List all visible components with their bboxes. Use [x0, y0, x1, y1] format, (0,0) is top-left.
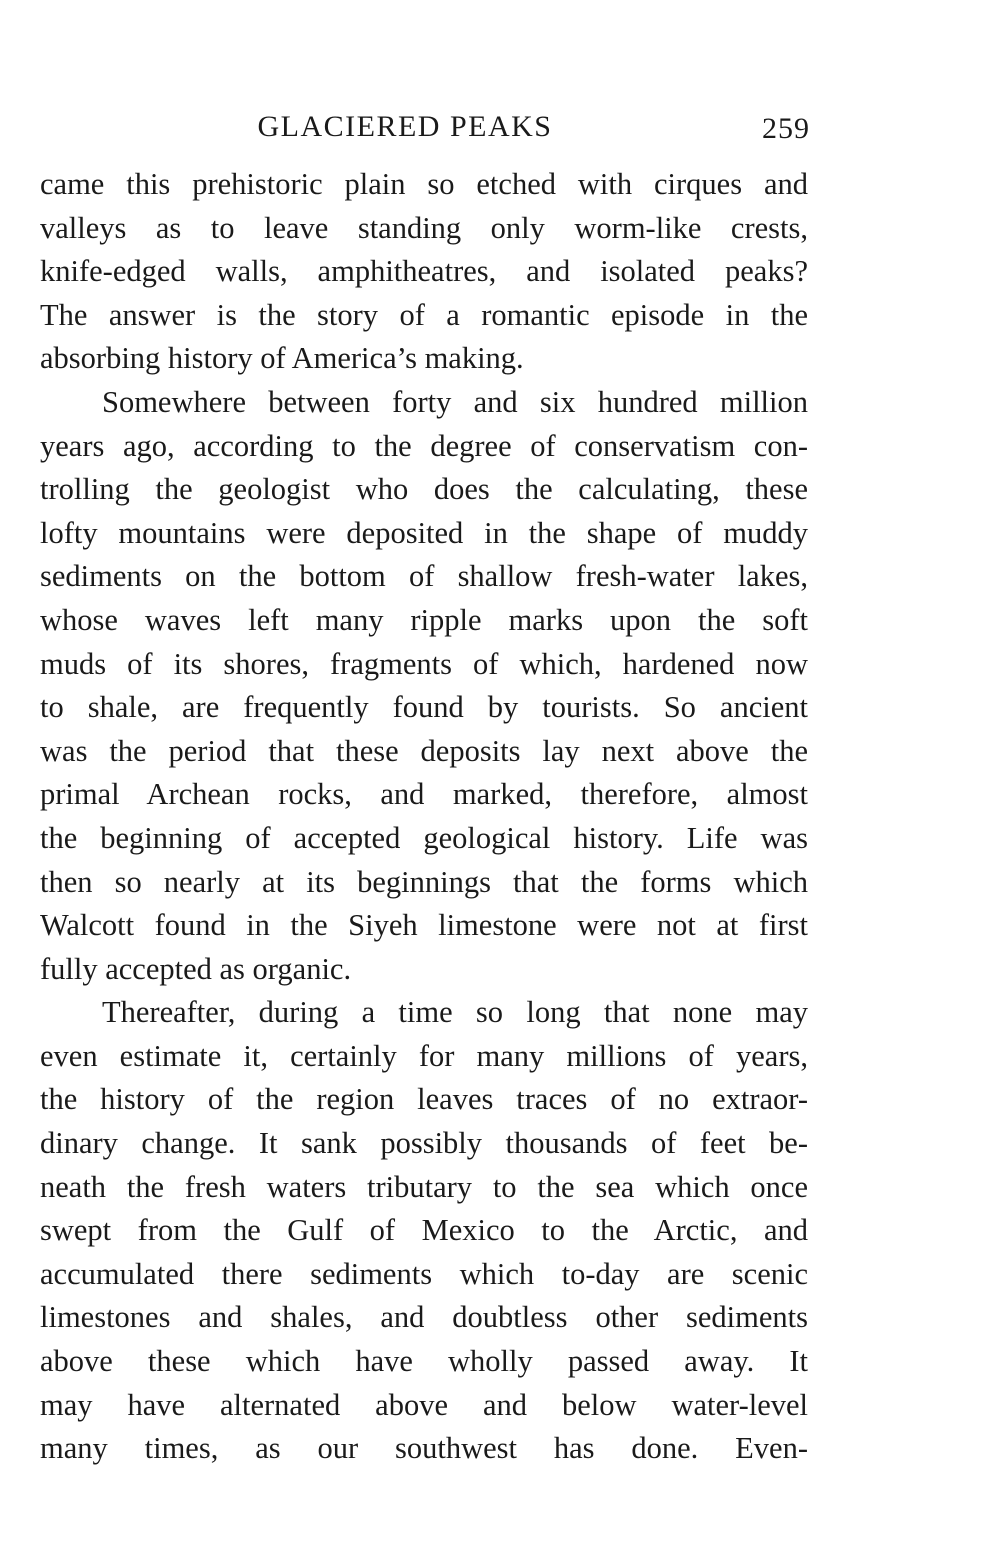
text-line: limestones and shales, and doubtless other sediments: [40, 1300, 808, 1335]
text-line: dinary change. It sank possibly thousands of feet be-: [40, 1126, 808, 1161]
text-line: to shale, are frequently found by tourists. So ancient: [40, 690, 808, 725]
text-line: then so nearly at its beginnings that the forms which: [40, 864, 808, 899]
body-text: [40, 163, 808, 1471]
text-line: swept from the Gulf of Mexico to the Arctic, and: [40, 1213, 808, 1248]
text-line: valleys as to leave standing only worm-like crests,: [40, 210, 808, 245]
paragraph: [40, 381, 808, 991]
text-line: sediments on the bottom of shallow fresh-water lakes,: [40, 559, 808, 594]
text-line: even estimate it, certainly for many millions of years,: [40, 1038, 808, 1073]
text-line: above these which have wholly passed away. It: [40, 1344, 808, 1379]
text-line: the history of the region leaves traces of no extraor-: [40, 1082, 808, 1117]
paragraph: [40, 163, 808, 381]
text-line: lofty mountains were deposited in the shape of muddy: [40, 515, 808, 550]
page-number: 259: [762, 112, 810, 145]
text-line: was the period that these deposits lay next above the: [40, 733, 808, 768]
running-title: GLACIERED PEAKS: [257, 110, 553, 143]
text-line: may have alternated above and below water-level: [40, 1387, 808, 1422]
text-line: Walcott found in the Siyeh limestone were not at first: [40, 908, 808, 943]
text-line: trolling the geologist who does the calculating, these: [40, 472, 808, 507]
text-line: accumulated there sediments which to-day are scenic: [40, 1256, 808, 1291]
text-line: Somewhere between forty and six hundred million: [102, 384, 808, 419]
page-header: [40, 106, 810, 150]
text-line: came this prehistoric plain so etched with cirques and: [40, 167, 808, 201]
text-line: many times, as our southwest has done. Even-: [40, 1431, 808, 1466]
text-line: knife-edged walls, amphitheatres, and isolated peaks?: [40, 254, 808, 289]
text-line: primal Archean rocks, and marked, therefore, almost: [40, 777, 808, 812]
text-line: The answer is the story of a romantic episode in the: [40, 297, 808, 332]
text-line: years ago, according to the degree of conservatism con-: [40, 428, 808, 463]
text-line: neath the fresh waters tributary to the sea which once: [40, 1169, 808, 1204]
text-line: muds of its shores, fragments of which, hardened now: [40, 646, 808, 681]
text-line: absorbing history of America’s making.: [40, 341, 524, 376]
text-line: Thereafter, during a time so long that none may: [102, 995, 808, 1030]
paragraph: [40, 991, 808, 1471]
text-line: fully accepted as organic.: [40, 951, 352, 986]
text-line: the beginning of accepted geological history. Life was: [40, 820, 808, 855]
text-line: whose waves left many ripple marks upon the soft: [40, 602, 808, 637]
